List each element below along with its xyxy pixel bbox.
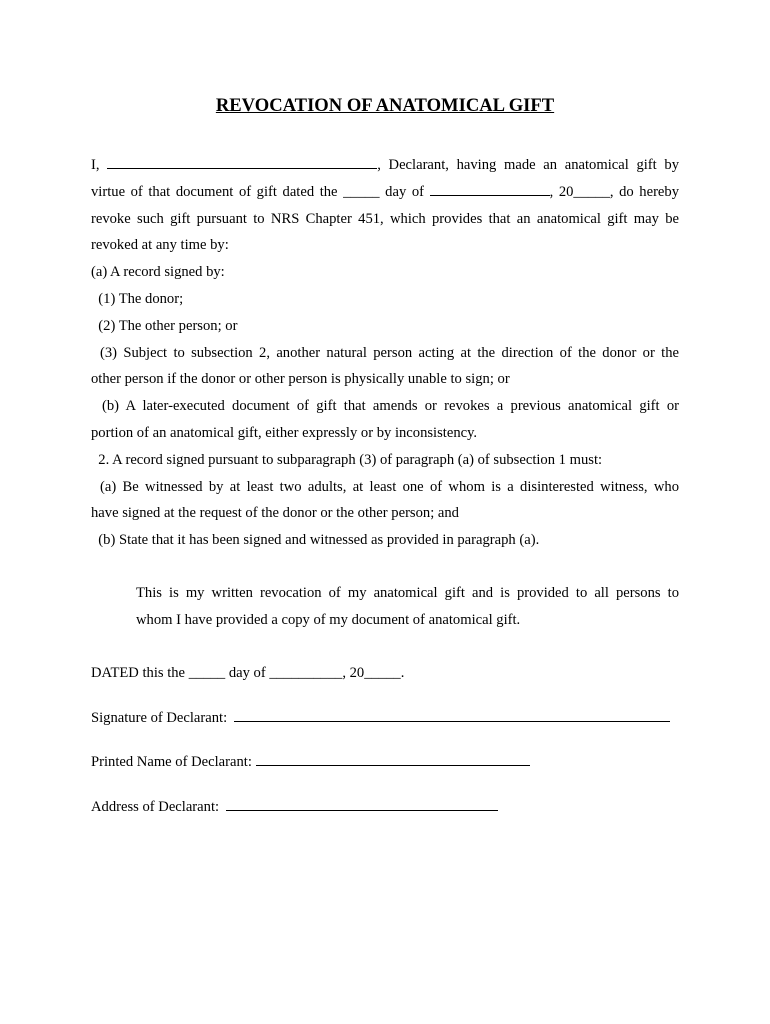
subsection-2a-line-2: have signed at the request of the donor or the other person; and [91, 505, 459, 522]
intro-text: I, [91, 157, 100, 173]
intro-line-3: revoke such gift pursuant to NRS Chapter 451, which provides that an anatomical gift may be [91, 210, 679, 227]
clause-b-line-1: (b) A later-executed document of gift that amends or revokes a previous anatomical gift or [102, 398, 679, 415]
declarant-name-blank [107, 154, 377, 169]
clause-a3-line-2: other person if the donor or other person is physically unable to sign; or [91, 371, 510, 388]
dated-line: DATED this the _____ day of __________, 20_____. [91, 665, 405, 681]
printed-name-line[interactable] [256, 750, 530, 766]
address-field [91, 794, 691, 821]
subsection-2b: (b) State that it has been signed and witnessed as provided in paragraph (a). [91, 532, 540, 549]
document-title: REVOCATION OF ANATOMICAL GIFT [215, 95, 555, 116]
clause-a1: (1) The donor; [91, 290, 184, 307]
clause-a: (a) A record signed by: [91, 264, 225, 281]
intro-line-2 [91, 179, 679, 206]
printed-name-label: Printed Name of Declarant: [91, 754, 252, 770]
statement-line-2: whom I have provided a copy of my document of anatomical gift. [136, 611, 521, 628]
intro-line-4: revoked at any time by: [91, 237, 229, 254]
clause-a3-line-1: (3) Subject to subsection 2, another natural person acting at the direction of the donor or the [100, 344, 679, 361]
intro-text: virtue of that document of gift dated the _____ day of [91, 183, 424, 200]
clause-a2: (2) The other person; or [91, 317, 238, 334]
signature-label: Signature of Declarant: [91, 710, 228, 726]
clause-b-line-2: portion of an anatomical gift, either expressly or by inconsistency. [91, 424, 478, 441]
revocation-statement [136, 580, 679, 634]
intro-line-1 [91, 152, 679, 179]
address-line[interactable] [226, 795, 498, 811]
signature-field [91, 705, 691, 732]
statement-line-1: This is my written revocation of my anatomical gift and is provided to all persons to [136, 585, 679, 601]
signature-line[interactable] [234, 706, 670, 722]
address-label: Address of Declarant: [91, 799, 220, 815]
month-blank [430, 181, 550, 196]
intro-text: , Declarant, having made an anatomical gift by [377, 157, 679, 173]
document-body [91, 152, 679, 554]
printed-name-field [91, 749, 691, 776]
subsection-2a-line-1: (a) Be witnessed by at least two adults, at least one of whom is a disinterested witness, who [100, 478, 679, 495]
subsection-2: 2. A record signed pursuant to subparagraph (3) of paragraph (a) of subsection 1 must: [91, 451, 603, 468]
intro-text: , 20_____, do hereby [549, 183, 680, 200]
